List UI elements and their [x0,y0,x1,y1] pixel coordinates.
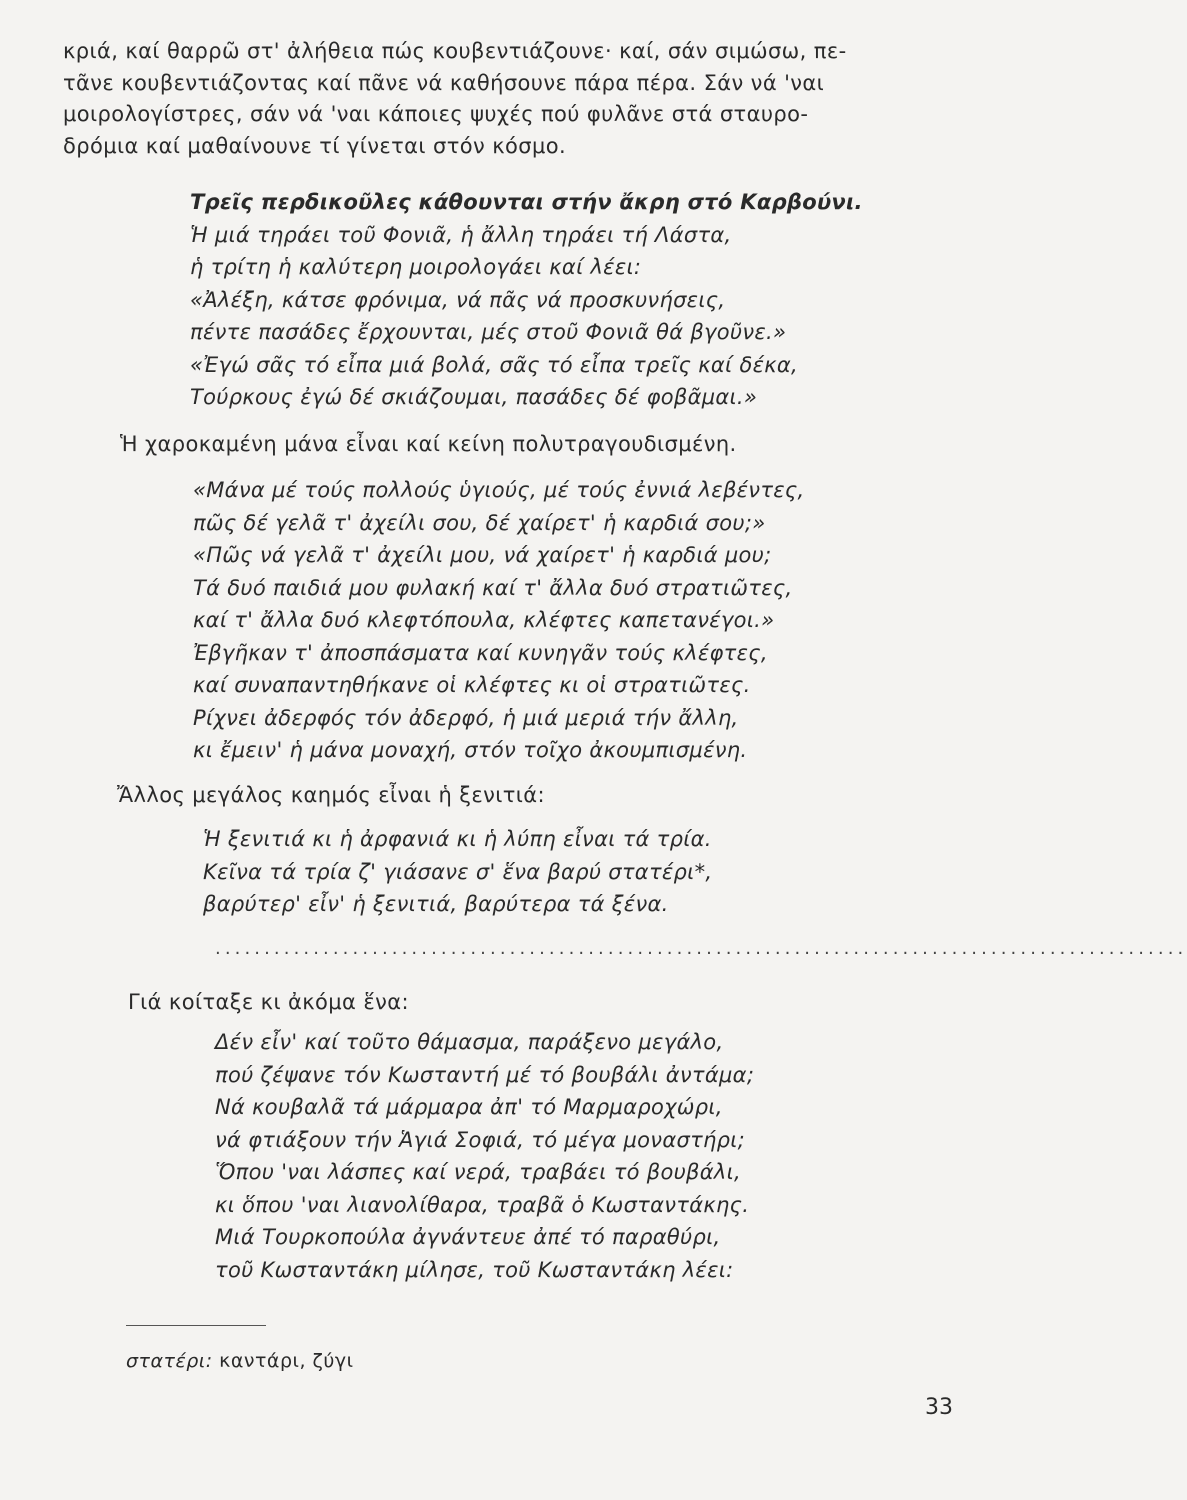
verse-line: «Ἀλέξη, κάτσε φρόνιμα, νά πᾶς νά προσκυνήσεις, [190,287,726,312]
page-number: 33 [925,1395,953,1420]
poem-3 [203,823,712,921]
poem-1 [190,186,863,414]
verse-line: νά φτιάξουν τήν Ἁγιά Σοφιά, τό μέγα μοναστήρι; [215,1127,746,1152]
verse-line: καί συναπαντηθήκανε οἱ κλέφτες κι οἱ στρατιῶτες. [193,673,751,697]
verse-line: Ρίχνει ἀδερφός τόν ἀδερφό, ἡ μιά μεριά τήν ἄλλη, [193,705,739,730]
paragraph-line: μοιρολογίστρες, σάν νά 'ναι κάποιες ψυχές πού φυλᾶνε στά σταυρο- [63,102,809,126]
verse-line: Νά κουβαλᾶ τά μάρμαρα ἀπ' τό Μαρμαροχώρι, [215,1095,723,1119]
verse-line: βαρύτερ' εἶν' ἡ ξενιτιά, βαρύτερα τά ξένα. [203,892,669,916]
verse-line: «Πῶς νά γελᾶ τ' ἀχείλι μου, νά χαίρετ' ἡ καρδιά μου; [193,543,772,567]
paragraph-line: τᾶνε κουβεντιάζοντας καί πᾶνε νά καθήσουνε πάρα πέρα. Σάν νά 'ναι [63,70,825,95]
verse-line: πέντε πασάδες ἔρχουνται, μές στοῦ Φονιᾶ θά βγοῦνε.» [190,320,787,344]
verse-line: Ἡ μιά τηράει τοῦ Φονιᾶ, ἡ ἄλλη τηράει τή Λάστα, [190,222,732,247]
verse-line: τοῦ Κωσταντάκη μίλησε, τοῦ Κωσταντάκη λέει: [215,1257,734,1282]
verse-line: Μιά Τουρκοπούλα ἀγνάντευε ἀπέ τό παραθύρι, [215,1225,721,1249]
intro-xenitia: Ἄλλος μεγάλος καημός εἶναι ἡ ξενιτιά: [117,783,546,807]
verse-line: «Ἐγώ σᾶς τό εἶπα μιά βολά, σᾶς τό εἶπα τρεῖς καί δέκα, [190,352,799,377]
footnote-term: στατέρι: [126,1350,213,1372]
intro-mother: Ἡ χαροκαμένη μάνα εἶναι καί κείνη πολυτραγουδισμένη. [120,432,737,456]
verse-line: Τούρκους ἐγώ δέ σκιάζουμαι, πασάδες δέ φοβᾶμαι.» [190,385,758,409]
verse-line: πού ζέψανε τόν Κωσταντή μέ τό βουβάλι ἀντάμα; [215,1062,755,1087]
verse-line: Τά δυό παιδιά μου φυλακή καί τ' ἄλλα δυό στρατιῶτες, [193,575,793,600]
verse-line: Κεῖνα τά τρία ζ' γιάσανε σ' ἕνα βαρύ στατέρι*, [203,859,713,884]
intro-another: Γιά κοίταξε κι ἀκόμα ἕνα: [128,990,409,1014]
verse-line: καί τ' ἄλλα δυό κλεφτόπουλα, κλέφτες καπετανέγοι.» [193,608,775,632]
footnote-rule [126,1325,266,1326]
poem-2 [193,474,805,767]
verse-line: «Μάνα μέ τούς πολλούς ὑγιούς, μέ τούς ἐννιά λεβέντες, [193,478,805,502]
section-separator: ................................................................................................... [215,938,1187,959]
verse-line: Τρεῖς περδικοῦλες κάθουνται στήν ἄκρη στό Καρβούνι. [190,190,863,214]
verse-line: Ἡ ξενιτιά κι ἡ ἀρφανιά κι ἡ λύπη εἶναι τά τρία. [203,827,712,851]
paragraph-line: κριά, καί θαρρῶ στ' ἀλήθεια πώς κουβεντιάζουνε· καί, σάν σιμώσω, πε- [63,39,847,63]
verse-line: Δέν εἶν' καί τοῦτο θάμασμα, παράξενο μεγάλο, [215,1030,724,1054]
poem-4 [215,1026,754,1286]
verse-line: ἡ τρίτη ἡ καλύτερη μοιρολογάει καί λέει: [190,255,642,279]
footnote [126,1349,354,1373]
verse-line: κι ἔμειν' ἡ μάνα μοναχή, στόν τοῖχο ἀκουμπισμένη. [193,738,748,762]
verse-line: κι ὅπου 'ναι λιανολίθαρα, τραβᾶ ὁ Κωσταντάκης. [215,1192,750,1217]
verse-line: Ὅπου 'ναι λάσπες καί νερά, τραβάει τό βουβάλι, [215,1160,742,1184]
paragraph-line: δρόμια καί μαθαίνουνε τί γίνεται στόν κόσμο. [63,133,567,158]
verse-line: πῶς δέ γελᾶ τ' ἀχείλι σου, δέ χαίρετ' ἡ καρδιά σου;» [193,510,766,535]
verse-line: Ἐβγῆκαν τ' ἀποσπάσματα καί κυνηγᾶν τούς κλέφτες, [193,640,768,665]
paragraph-top [63,36,847,162]
footnote-definition: καντάρι, ζύγι [219,1350,354,1372]
